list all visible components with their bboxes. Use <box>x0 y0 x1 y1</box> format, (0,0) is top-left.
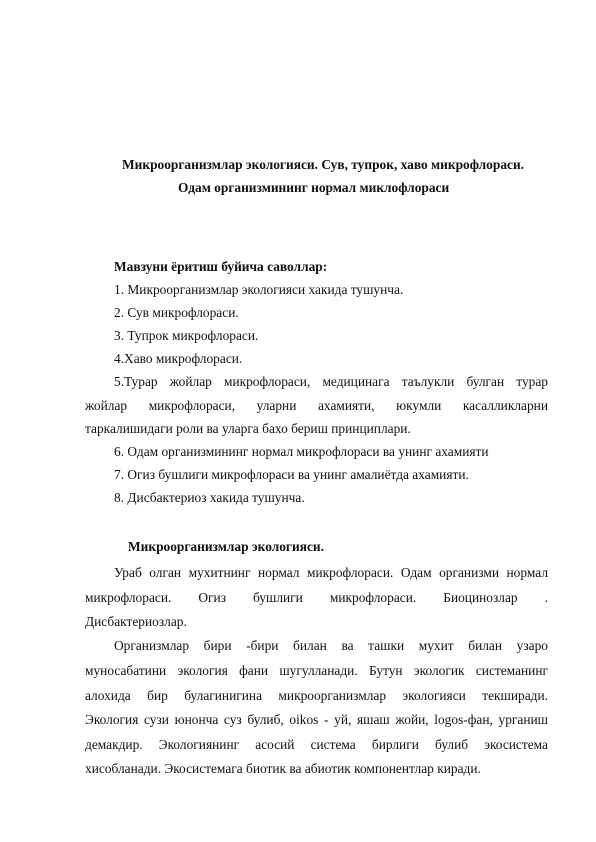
paragraph-2-line-2: муносабатини экология фани шугулланади. Бутун экологик системанинг <box>85 663 548 678</box>
paragraph-2-line-1: Организмлар бири -бири билан ва ташки мухит билан узаро <box>114 638 548 653</box>
paragraph-2-line-6: хисобланади. Экосистемага биотик ва абиотик компонентлар киради. <box>85 761 481 776</box>
paragraph-1-line-1: Ураб олган мухитнинг нормал микрофлораси. Одам организми нормал <box>114 565 548 580</box>
question-5-line-3: таркалишидаги роли ва уларга бахо бериш принциплари. <box>85 421 411 436</box>
question-6: 6. Одам организмининг нормал микрофлораси ва унинг ахамияти <box>114 444 489 459</box>
questions-heading: Мавзуни ёритиш буйича саволлар: <box>114 259 328 274</box>
section-heading: Микроорганизмлар экологияси. <box>128 539 324 554</box>
question-8: 8. Дисбактериоз хакида тушунча. <box>114 490 305 505</box>
question-1: 1. Микроорганизмлар экологияси хакида тушунча. <box>114 282 404 297</box>
question-5-line-2: жойлар микрофлораси, уларни ахамияти, юкумли касалликларни <box>85 398 548 413</box>
question-7: 7. Огиз бушлиги микрофлораси ва унинг амалиётда ахамияти. <box>114 467 469 482</box>
paragraph-2-line-5: демакдир. Экологиянинг асосий система бирлиги булиб экосистема <box>85 737 548 752</box>
document-title-line-2: Одам организмининг нормал миклофлораси <box>178 180 450 195</box>
document-title-line-1: Микроорганизмлар экологияси. Сув, тупрок, хаво микрофлораси. <box>122 157 525 172</box>
question-4: 4.Хаво микрофлораси. <box>114 351 243 366</box>
paragraph-2-line-4: Экология сузи юнонча суз булиб, oikos - уй, яшаш жойи, logos-фан, урганиш <box>85 712 548 727</box>
question-3: 3. Тупрок микрофлораси. <box>114 328 259 343</box>
paragraph-1-line-3: Дисбактериозлар. <box>85 614 187 629</box>
question-5-line-1: 5.Турар жойлар микрофлораси, медицинага таълукли булган турар <box>114 374 548 389</box>
paragraph-1-line-2: микрофлораси. Огиз бушлиги микрофлораси. Биоцинозлар . <box>85 590 548 605</box>
question-2: 2. Сув микрофлораси. <box>114 305 239 320</box>
paragraph-2-line-3: алохида бир булагинигина микроорганизмлар экологияси текширади. <box>85 688 548 703</box>
